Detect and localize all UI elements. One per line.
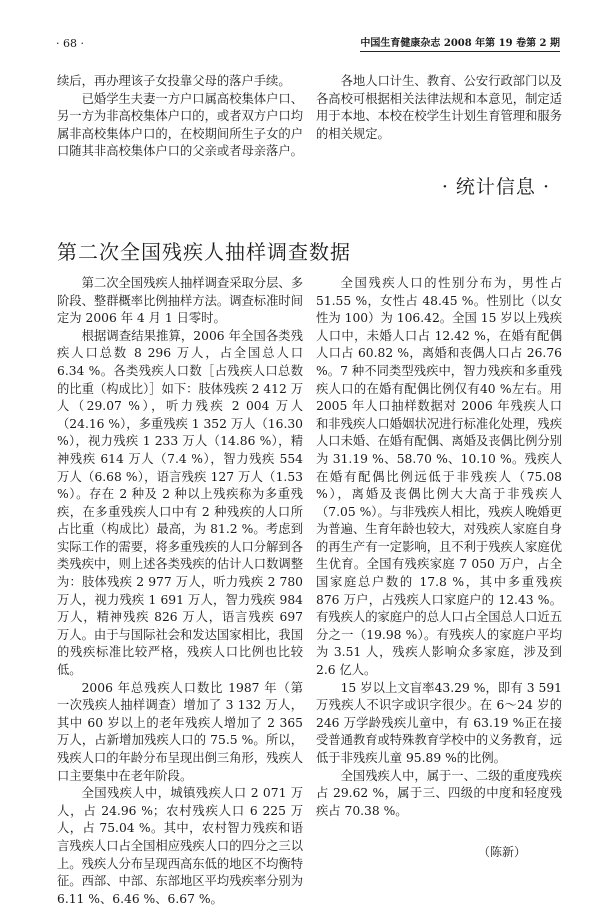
paragraph: 2006 年总残疾人口数比 1987 年（第一次残疾人抽样调查）增加了 3 132 万人，其中 60 岁以上的老年残疾人增加了 2 365 万人，占新增加残疾人口的 75.5 %。所以，残疾人口的年龄分布呈现出倒三角形，残疾人口主要集中在老年阶段。 bbox=[57, 680, 303, 783]
page-content bbox=[57, 73, 562, 908]
previous-article-right-column bbox=[316, 73, 562, 143]
previous-article-left-column bbox=[57, 73, 303, 161]
paragraph: 续后，再办理该子女投靠父母的落户手续。 bbox=[57, 74, 291, 88]
paragraph: 第二次全国残疾人抽样调查采取分层、多阶段、整群概率比例抽样方法。调查标准时间定为 2006 年 4 月 1 日零时。 bbox=[57, 275, 303, 326]
article-title: 第二次全国残疾人抽样调查数据 bbox=[57, 239, 351, 264]
running-header bbox=[0, 0, 600, 60]
paragraph: 全国残疾人口的性别分布为，男性占 51.55 %，女性占 48.45 %。性别比（以女性为 100）为 106.42。全国 15 岁以上残疾人口中，未婚人口占 12.42 %，在婚有配偶人口占 60.82 %，离婚和丧偶人口占 26.76 %。7 种不同类型残疾中，智力残疾和多重残疾人口的在婚有配偶比例仅有40 %左右。用 2005 年人口抽样数据对 2006 年残疾人口和非残疾人口婚姻状况进行标准化处理，残疾人口未婚、在婚有配偶、离婚及丧偶比例分别为 31.19 %、58.70 %、10.10 %。残疾人在婚有配偶比例远低于非残疾人（75.08 %），离婚及丧偶比例大大高于非残疾人（7.05 %）。与非残疾人相比，残疾人晚婚更为普遍、生育年龄也较大，对残疾人家庭自身的再生产有一定影响，且不利于残疾人家庭优生优育。全国有残疾家庭 7 050 万户，占全国家庭总户数的 17.8 %，其中多重残疾 876 万户，占残疾人口家庭户的 12.43 %。有残疾人的家庭户的总人口占全国总人口近五分之一（19.98 %）。有残疾人的家庭户平均为 3.51 人，残疾人影响众多家庭，涉及到 2.6 亿人。 bbox=[316, 275, 562, 678]
paragraph: 15 岁以上文盲率43.29 %，即有 3 591 万残疾人不识字或识字很少。在 6～24 岁的 246 万学龄残疾儿童中，有 63.19 %正在接受普通教育或特殊教育学校中的义务教育，远低于非残疾儿童 95.89 %的比例。 bbox=[316, 680, 562, 765]
paragraph: 全国残疾人中，城镇残疾人口 2 071 万人，占 24.96 %；农村残疾人口 6 225 万人，占 75.04 %。其中，农村智力残疾和语言残疾人口占全国相应残疾人口的四分之三以上。残疾人分布呈现西高东低的地区不均衡特征。西部、中部、东部地区平均残疾率分别为 6.11 %、6.46 %、6.67 %。 bbox=[57, 786, 303, 906]
journal-header: 中国生育健康杂志 2008 年第 19 卷第 2 期 bbox=[360, 37, 560, 52]
section-label: · 统计信息 · bbox=[441, 175, 550, 198]
page-number: · 68 · bbox=[56, 37, 84, 50]
author-credit: （陈新） bbox=[477, 845, 526, 860]
paragraph: 各地人口计生、教育、公安行政部门以及各高校可根据相关法律法规和本意见，制定适用于本地、本校在校学生计划生育管理和服务的相关规定。 bbox=[316, 74, 562, 141]
paragraph: 已婚学生夫妻一方户口属高校集体户口、另一方为非高校集体户口的，或者双方户口均属非高校集体户口的，在校期间所生子女的户口随其非高校集体户口的父亲或者母亲落户。 bbox=[57, 91, 303, 159]
article-left-column bbox=[57, 275, 303, 908]
paragraph: 全国残疾人中，属于一、二级的重度残疾占 29.62 %，属于三、四级的中度和轻度残疾占 70.38 %。 bbox=[316, 768, 562, 818]
previous-article bbox=[57, 73, 562, 161]
article-right-column bbox=[316, 275, 562, 860]
article-body bbox=[57, 275, 562, 908]
paragraph: 根据调查结果推算，2006 年全国各类残疾人口总数 8 296 万人，占全国总人口 6.34 %。各类残疾人口数［占残疾人口总数的比重（构成比）］如下：肢体残疾 2 412 万人（29.07 %），听力残疾 2 004 万人（24.16 %），多重残疾 1 352 万人（16.30 %），视力残疾 1 233 万人（14.86 %），精神残疾 614 万人（7.4 %），智力残疾 554 万人（6.68 %），语言残疾 127 万人（1.53 %）。存在 2 种及 2 种以上残疾称为多重残疾，在多重残疾人口中有 2 种残疾的人口所占比重（构成比）最高，为 81.2 %。考虑到实际工作的需要，将多重残疾的人口分解到各类残疾中，则上述各类残疾的估计人口数调整为：肢体残疾 2 977 万人，听力残疾 2 780 万人，视力残疾 1 691 万人，智力残疾 984 万人，精神残疾 826 万人，语言残疾 697 万人。由于与国际社会和发达国家相比，我国的残疾标准比较严格，残疾人口比例也比较低。 bbox=[57, 328, 303, 678]
